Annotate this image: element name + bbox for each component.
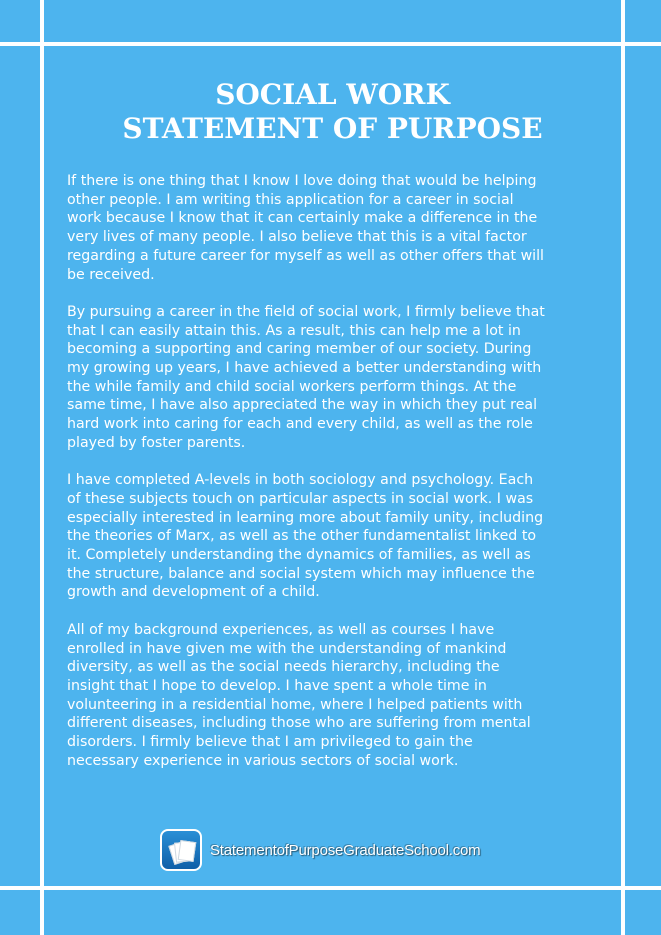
- frame-line-bottom: [0, 886, 661, 890]
- footer-brand[interactable]: [160, 827, 480, 873]
- statement-body: [67, 172, 601, 789]
- paragraph-2: By pursuing a career in the field of social work, I firmly believe that that I can easily attain this. As a result, this can help me a lot in becoming a supporting and caring member of our society. During my growing up years, I have achieved a better understanding with the while family and child social workers perform things. At the same time, I have also appreciated the way in which they put real hard work into caring for each and every child, as well as the role played by foster parents.: [67, 303, 545, 451]
- documents-icon: [160, 829, 202, 871]
- frame-line-top: [0, 42, 661, 46]
- paragraph-4: All of my background experiences, as well as courses I have enrolled in have given me with the understanding of mankind diversity, as well as the social needs hierarchy, including the insight that I hope to develop. I have spent a whole time in volunteering in a residential home, where I helped patients with different diseases, including those who are suffering from mental disorders. I firmly believe that I am privileged to gain the necessary experience in various sectors of social work.: [67, 621, 531, 769]
- page-title-line1: SOCIAL WORK: [215, 78, 450, 111]
- paragraph-3: I have completed A-levels in both sociology and psychology. Each of these subjects touch on particular aspects in social work. I was especially interested in learning more about family unity, including the theories of Marx, as well as the other fundamentalist linked to it. Completely understanding the dynamics of families, as well as the structure, balance and social system which may influence the growth and development of a child.: [67, 472, 544, 601]
- paragraph-1: If there is one thing that I know I love doing that would be helping other people. I am writing this application for a career in social work because I know that it can certainly make a difference in the very lives of many people. I also believe that this is a vital factor regarding a future career for myself as well as other offers that will be received.: [67, 173, 544, 283]
- frame-line-right: [621, 0, 625, 935]
- page-title-line2: STATEMENT OF PURPOSE: [122, 112, 543, 145]
- site-name-link[interactable]: StatementofPurposeGraduateSchool.com: [210, 841, 481, 859]
